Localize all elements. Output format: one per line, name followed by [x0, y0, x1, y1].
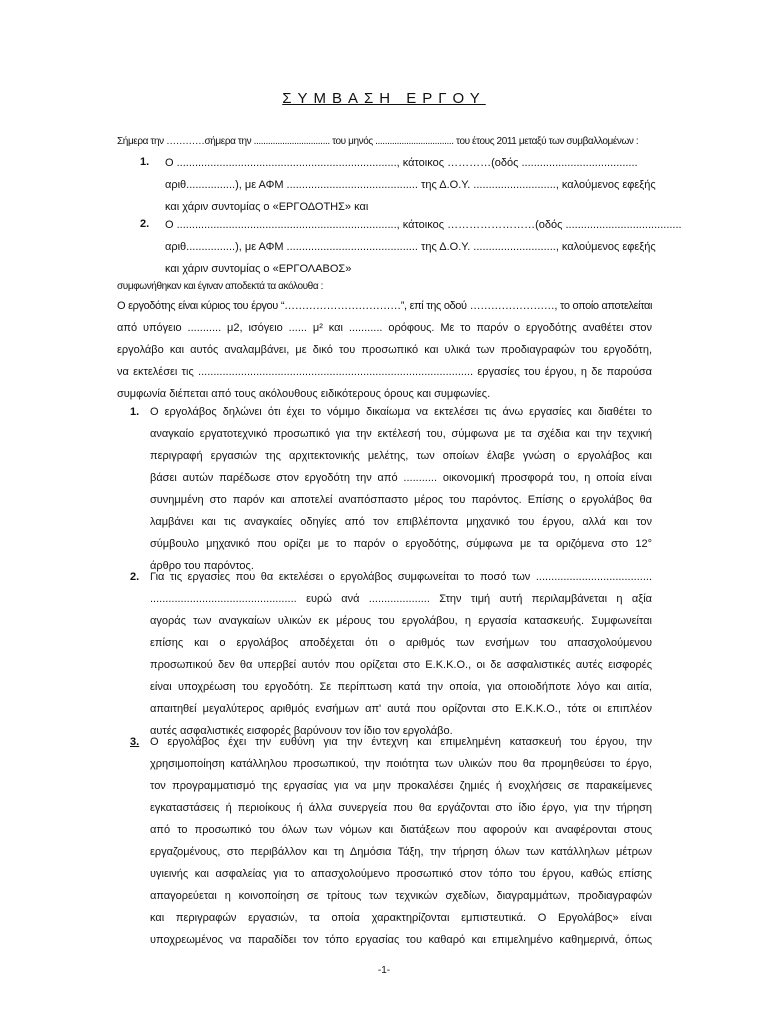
clause-line: Ο εργολάβος έχει την ευθύνη για την έντεχνη και επιμελημένη κατασκευή του έργου, την [150, 736, 652, 748]
clause-line: Για τις εργασίες που θα εκτελέσει ο εργολάβος συμφωνείται το ποσό των ...................................... [150, 571, 652, 583]
clause-line: περιγραφή εργασιών της αρχιτεκτονικής μελέτης, των οποίων έλαβε γνώση ο εργολάβος και [150, 450, 652, 462]
clause-number: 2. [130, 571, 140, 583]
party-line: αριθ................), με ΑΦΜ ........................................... της Δ.Ο.Υ. ..........................., καλούμενος εφεξής [165, 179, 656, 191]
page-number: -1- [377, 965, 391, 976]
preamble-line: εργολάβο και αυτός αναλαμβάνει, με δικό του προσωπικό και υλικά των προδιαγραφών του εργοδότη, [117, 344, 652, 356]
clause-line: αγοράς των αναγκαίων υλικών εκ μέρους του εργολάβου, η εργασία κατασκευής. Συμφωνείται [150, 615, 652, 627]
clause-line: απαγορεύεται η κοινοποίηση σε τρίτους των τεχνικών σχεδίων, διαγραμμάτων, προδιαγραφών [150, 890, 652, 902]
party-line: και χάριν συντομίας ο «ΕΡΓΟΔΟΤΗΣ» και [165, 201, 369, 213]
party-number: 2. [140, 218, 150, 230]
party-line: Ο ........................................................................, κάτοικος …………(οδός ...................................... [165, 157, 638, 169]
preamble-line: συμφωνία διέπεται από τους ακόλουθους ειδικότερους όρους και συμφωνίες. [117, 388, 491, 400]
clause-number: 1. [130, 406, 140, 418]
clause-line: άρθρο του παρόντος. [150, 560, 254, 572]
clause-line: είναι υποχρέωση του εργοδότη. Σε περίπτωση κατά την οποία, για οποιοδήποτε λόγο και αιτία, [150, 681, 652, 693]
clause-line: εργαζομένους, στο περιβάλλον και τη Δημόσια Τάξη, την τήρηση όλων των κατάλληλων μέτρων [150, 846, 652, 858]
clause-line: υποχρεωμένος να παραδίδει τον τόπο εργασίας του καθαρό και επιμελημένο καθημερινά, όπως [150, 934, 652, 946]
clause-line: συνημμένη στο παρόν και αποτελεί αναπόσπαστο μέρος του παρόντος. Επίσης ο εργολάβος θα [150, 494, 652, 506]
party-line: Ο ........................................................................, κάτοικος ……………………(οδός ...................................... [165, 219, 682, 231]
clause-line: ................................................ ευρώ ανά .................... Στην τιμή αυτή περιλαμβάνεται η αξία [150, 593, 652, 605]
party-line: και χάριν συντομίας ο «ΕΡΓΟΛΑΒΟΣ» [165, 263, 352, 275]
clause-line: επίσης και ο εργολάβος αποδέχεται ότι ο αριθμός των ενσήμων του απασχολούμενου [150, 637, 652, 649]
preamble-line: από υπόγειο ........... μ2, ισόγειο ...... μ² και ........... ορόφους. Με το παρόν ο εργοδότης αναθέτει στον [117, 322, 652, 334]
clause-line: Ο εργολάβος δηλώνει ότι έχει το νόμιμο δικαίωμα να εκτελέσει τις άνω εργασίες και διαθέτει το [150, 406, 652, 418]
clause-line: αναγκαίο εργατοτεχνικό προσωπικό για την εκτέλεσή του, σύμφωνα με τα σχέδια και την τεχνική [150, 428, 652, 440]
clause-line: προσωπικού δεν θα υπερβεί αυτόν που ορίζεται στο Ε.Κ.Κ.Ο., οι δε ασφαλιστικές αυτές εισφορές [150, 659, 652, 671]
party-number: 1. [140, 156, 150, 168]
preamble-line: να εκτελέσει τις .......................................................................................... εργασίες του έργου, η δε παρούσα [117, 366, 652, 378]
clause-number: 3. [130, 736, 140, 748]
clause-line: αυτές ασφαλιστικές εισφορές βαρύνουν τον ίδιο τον εργολάβο. [150, 725, 453, 737]
clause-line: υγιεινής και ασφαλείας για το απασχολούμενο προσωπικό στον τόπο του έργου, καθώς επίσης [150, 868, 652, 880]
clause-line: και περιγραφών εργασιών, τα οποία χαρακτηρίζονται εμπιστευτικά. Ο Εργολάβος» είναι [150, 912, 652, 924]
clause-line: χρησιμοποίηση κατάλληλου προσωπικού, την ποιότητα των υλικών που θα προμηθεύσει το έργο, [150, 758, 652, 770]
agreed-line: συμφωνήθηκαν και έγιναν αποδεκτά τα ακόλουθα : [117, 281, 323, 292]
clause-line: σύμβουλο μηχανικό που ορίζει με το παρόν ο εργοδότης, σύμφωνα με τα οριζόμενα στο 12° [150, 538, 652, 550]
party-line: αριθ................), με ΑΦΜ ........................................... της Δ.Ο.Υ. ..........................., καλούμενος εφεξής [165, 241, 656, 253]
document-title: ΣΥΜΒΑΣΗ ΕΡΓΟΥ [282, 90, 486, 107]
clause-line: εγκαταστάσεις ή περιοίκους ή άλλα συνεργεία που θα εργάζονται στο ίδιο έργο, για την τήρηση [150, 802, 652, 814]
clause-line: λαμβάνει και τις αναγκαίες οδηγίες από τον επιβλέποντα μηχανικό του έργου, αλλά και τον [150, 516, 652, 528]
clause-line: απαιτηθεί μεγαλύτερος αριθμός ενσήμων απ' αυτά που ορίζονται στο Ε.Κ.Κ.Ο., τότε οι επιπλέον [150, 703, 652, 715]
clause-line: βάσει αυτών παρέδωσε στον εργοδότη την από ........... οικονομική προσφορά του, η οποία είναι [150, 472, 652, 484]
intro-line: Σήμερα την …………σήμερα την ................................ του μηνός ................................. του έτους 2011 μεταξύ των συμβαλλομένων : [117, 136, 639, 147]
clause-line: τον προγραμματισμό της εργασίας για να μην προκαλέσει ζημιές ή ενοχλήσεις σε παρακείμενες [150, 780, 652, 792]
clause-line: από το προσωπικό του όλων των νόμων και διατάξεων που αφορούν και αναφέρονται στους [150, 824, 652, 836]
preamble-line: Ο εργοδότης είναι κύριος του έργου “……………………………”, επί της οδού ……………………, το οποίο αποτελείται [117, 300, 652, 312]
